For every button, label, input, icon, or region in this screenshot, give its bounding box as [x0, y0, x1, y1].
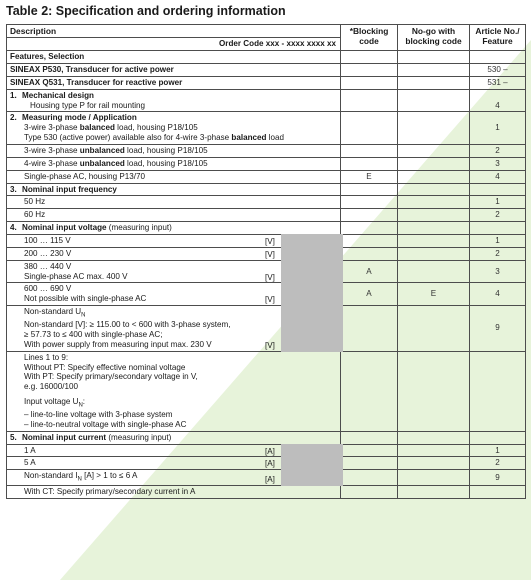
article-value: 2 [470, 144, 526, 157]
option-row [7, 144, 526, 157]
section-measuring-mode [7, 112, 526, 145]
option-text: 50 Hz [7, 196, 341, 209]
option-text: Single-phase AC, housing P13/70 [7, 170, 341, 183]
note-text: With PT: Specify primary/secondary voltage in V, [24, 372, 198, 382]
section-mechanical-design [7, 89, 526, 112]
section-title: Nominal input current [22, 432, 107, 442]
option-text: Housing type P for rail mounting [30, 100, 146, 110]
unit-label: [V] [265, 340, 275, 350]
product-name: SINEAX P530, Transducer for active power [7, 63, 341, 76]
unit-label: [V] [265, 272, 275, 282]
section-nominal-voltage [7, 222, 526, 235]
section-title: Measuring mode / Application [22, 113, 137, 123]
option-text: 5 A [24, 458, 36, 468]
option-text: Non-standard I [24, 471, 78, 481]
note-text: With CT: Specify primary/secondary current in A [7, 486, 341, 499]
note-row [7, 351, 526, 431]
note-text: Lines 1 to 9: [24, 352, 69, 362]
option-row [7, 157, 526, 170]
option-row [7, 209, 526, 222]
option-emphasis: balanced [231, 133, 267, 143]
option-emphasis: balanced [79, 123, 115, 133]
note-text: – line-to-neutral voltage with single-phase AC [24, 419, 187, 429]
subscript: N [78, 402, 83, 409]
note-text: Without PT: Specify effective nominal voltage [24, 362, 186, 372]
option-note: Not possible with single-phase AC [24, 294, 147, 304]
note-text: – line-to-line voltage with 3-phase system [24, 410, 173, 420]
option-text: [A] > 1 to ≤ 6 A [81, 471, 138, 481]
product-name: SINEAX Q531, Transducer for reactive power [7, 76, 341, 89]
header-blocking-code: *Blocking code [341, 25, 398, 51]
note-text: Input voltage U [24, 397, 79, 407]
option-text: 3-wire 3-phase [24, 145, 80, 155]
option-text: load, housing P18/105 [124, 158, 208, 168]
option-row [7, 247, 526, 260]
section-nominal-current [7, 431, 526, 444]
option-text: 100 … 115 V [24, 236, 71, 245]
section-nominal-frequency [7, 183, 526, 196]
input-box [281, 247, 343, 261]
blocking-code: A [341, 260, 398, 283]
section-number: 5. [10, 432, 17, 442]
note-text: e.g. 16000/100 [24, 382, 79, 392]
input-box [281, 234, 343, 248]
header-description: Description [7, 25, 341, 38]
product-row [7, 76, 526, 89]
article-value: 9 [470, 470, 526, 486]
option-row [7, 260, 526, 283]
section-number: 2. [10, 113, 17, 123]
section-number: 3. [10, 184, 17, 194]
option-note: With power supply from measuring input max. 230 V [24, 339, 212, 349]
article-value: 2 [470, 457, 526, 470]
article-value: 2 [470, 247, 526, 260]
article-value: 1 [470, 235, 526, 248]
article-value: 2 [470, 209, 526, 222]
section-number: 1. [10, 90, 17, 100]
header-nogo: No-go with blocking code [398, 25, 470, 51]
option-text: load, housing P18/105 [114, 123, 198, 133]
article-value: 1 [470, 196, 526, 209]
section-subtitle: (measuring input) [106, 432, 172, 442]
unit-label: [V] [265, 249, 275, 259]
section-number: 4. [10, 223, 17, 233]
article-value: 9 [470, 306, 526, 352]
option-emphasis: unbalanced [79, 145, 125, 155]
section-title: Nominal input frequency [22, 184, 117, 194]
section-subtitle: (measuring input) [106, 223, 172, 233]
subscript: N [77, 476, 82, 483]
section-title: Mechanical design [22, 90, 94, 100]
option-row [7, 444, 526, 457]
article-value: 3 [470, 260, 526, 283]
unit-label: [A] [265, 446, 275, 456]
features-selection: Features, Selection [7, 51, 341, 64]
option-text: 1 A [24, 445, 36, 455]
option-row [7, 235, 526, 248]
article-value: 531 – [470, 76, 526, 89]
nogo-code: E [398, 283, 470, 306]
unit-label: [A] [265, 459, 275, 469]
option-text: 4-wire 3-phase [24, 158, 80, 168]
input-box [281, 305, 343, 352]
article-value: 1 [470, 444, 526, 457]
option-row [7, 196, 526, 209]
input-box [281, 444, 343, 458]
option-text: 60 Hz [7, 209, 341, 222]
unit-label: [A] [265, 475, 275, 485]
option-text: 600 … 690 V [24, 284, 72, 294]
option-text: load [266, 133, 285, 143]
article-value: 530 – [470, 63, 526, 76]
option-text: Non-standard U [24, 307, 82, 317]
order-code: Order Code xxx - xxxx xxxx xx [7, 38, 341, 51]
table-title: Table 2: Specification and ordering information [6, 4, 286, 18]
note-text: : [82, 397, 86, 407]
article-value: 1 [470, 112, 526, 145]
option-text: load, housing P18/105 [124, 145, 208, 155]
header-row [7, 25, 526, 38]
option-note: Single-phase AC max. 400 V [24, 271, 128, 281]
article-value: 4 [470, 170, 526, 183]
blocking-code: E [341, 170, 398, 183]
article-value: 4 [470, 89, 526, 112]
option-row [7, 306, 526, 352]
option-note: ≥ 57.73 to ≤ 400 with single-phase AC; [24, 329, 163, 339]
article-value: 3 [470, 157, 526, 170]
input-box [281, 260, 343, 284]
option-note: Non-standard [V]: ≥ 115.00 to < 600 with 3-phase system, [24, 320, 231, 330]
option-row [7, 170, 526, 183]
option-row [7, 470, 526, 486]
subscript: N [81, 312, 86, 319]
spec-table [6, 24, 526, 499]
input-box [281, 282, 343, 306]
unit-label: [V] [265, 237, 275, 246]
product-row [7, 63, 526, 76]
unit-label: [V] [265, 295, 275, 305]
input-box [281, 456, 343, 470]
header-article: Article No./ Feature [470, 25, 526, 51]
section-title: Nominal input voltage [22, 223, 107, 233]
option-row [7, 457, 526, 470]
input-box [281, 469, 343, 486]
blocking-code: A [341, 283, 398, 306]
option-text: 3-wire 3-phase [24, 123, 80, 133]
option-text: Type 530 (active power) available also for 4-wire 3-phase [24, 133, 232, 143]
option-row [7, 283, 526, 306]
option-text: 380 … 440 V [24, 261, 72, 271]
article-value: 4 [470, 283, 526, 306]
option-emphasis: unbalanced [79, 158, 125, 168]
note-row [7, 486, 526, 499]
option-text: 200 … 230 V [24, 248, 72, 258]
